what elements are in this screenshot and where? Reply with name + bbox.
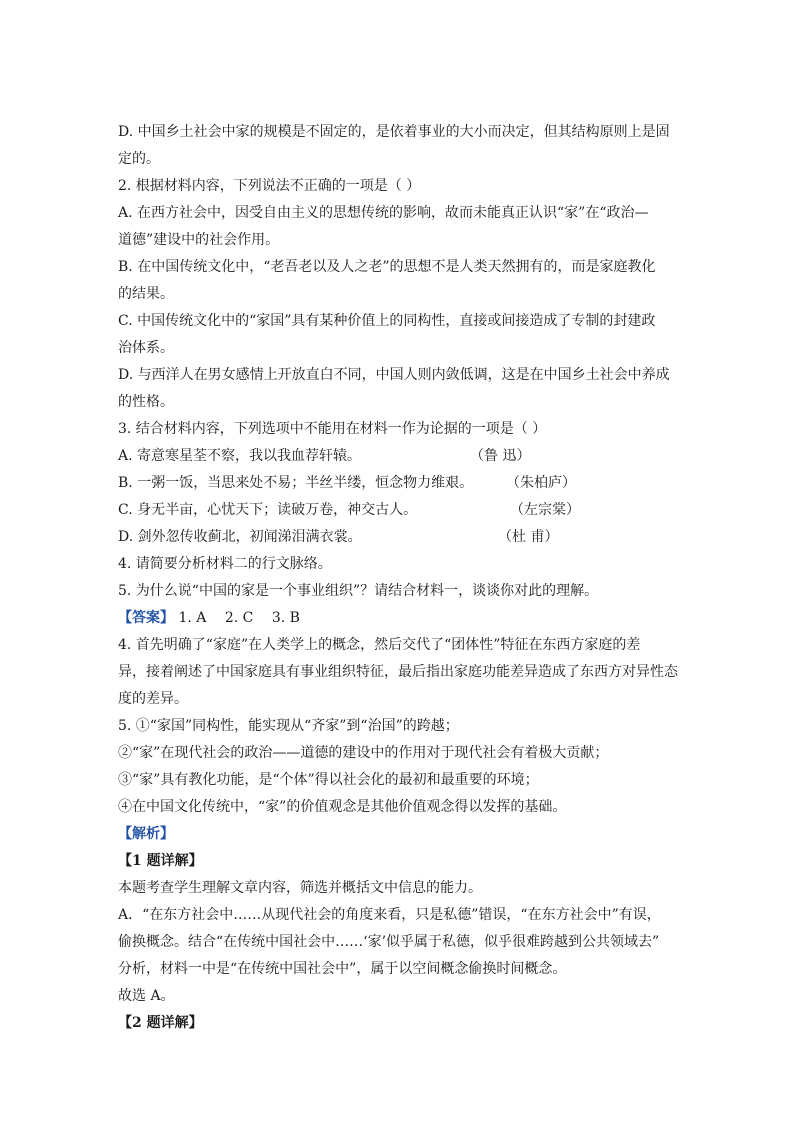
q2-option-a-line2: 道德”建设中的社会作用。 xyxy=(118,232,280,248)
q2-option-c-line1: C. 中国传统文化中的“家国”具有某种价值上的同构性，直接或间接造成了专制的封建政 xyxy=(118,313,656,329)
analysis-para-1: 本题考查学生理解文章内容，筛选并概括文中信息的能力。 xyxy=(118,880,482,896)
q3-option-c xyxy=(118,500,718,520)
answer-item-3: 3. B xyxy=(271,610,300,626)
q3-option-a xyxy=(118,446,718,466)
answer-item-1: 1. A xyxy=(178,610,207,626)
q1-option-d-line1: D. 中国乡土社会中家的规模是不固定的，是依着事业的大小而决定，但其结构原则上是固 xyxy=(118,124,670,140)
analysis-q2-label: 【2 题详解】 xyxy=(118,1015,203,1031)
q5-stem: 5. 为什么说“中国的家是一个事业组织”？请结合材料一，谈谈你对此的理解。 xyxy=(118,583,599,599)
analysis-q1-label: 【1 题详解】 xyxy=(118,853,203,869)
q3-stem: 3. 结合材料内容，下列选项中不能用在材料一作为论据的一项是（ ） xyxy=(118,421,547,437)
answer-4-line2: 异，接着阐述了中国家庭具有事业组织特征，最后指出家庭功能差异造成了东西方对异性态 xyxy=(118,664,678,680)
answer-item-2: 2. C xyxy=(224,610,254,626)
q3-option-b xyxy=(118,473,718,493)
answer-5-line4: ④在中国文化传统中，“家”的价值观念是其他价值观念得以发挥的基础。 xyxy=(118,799,567,815)
q3-option-a-text: A. 寄意寒星荃不察，我以我血荐轩辕。 xyxy=(118,448,362,464)
answer-row xyxy=(118,608,718,628)
q2-option-a-line1: A. 在西方社会中，因受自由主义的思想传统的影响，故而未能真正认识“家”在“政治— xyxy=(118,205,649,221)
analysis-para-5: 故选 A。 xyxy=(118,988,175,1004)
q3-option-a-source: （鲁 迅） xyxy=(470,448,531,464)
q1-option-d-line2: 定的。 xyxy=(118,151,160,167)
q3-option-c-source: （左宗棠） xyxy=(510,502,580,518)
answer-4-line1: 4. 首先明确了“家庭”在人类学上的概念，然后交代了“团体性”特征在东西方家庭的差 xyxy=(118,637,641,653)
answer-5-line2: ②“家”在现代社会的政治——道德的建设中的作用对于现代社会有着极大贡献； xyxy=(118,745,609,761)
analysis-para-4: 分析，材料一中是“在传统中国社会中”，属于以空间概念偷换时间概念。 xyxy=(118,961,567,977)
q4-stem: 4. 请简要分析材料二的行文脉络。 xyxy=(118,556,332,572)
answer-5-line3: ③“家”具有教化功能，是“个体”得以社会化的最初和最重要的环境； xyxy=(118,772,539,788)
q3-option-d-source: （杜 甫） xyxy=(498,529,559,545)
q3-option-b-text: B. 一粥一饭，当思来处不易；半丝半缕，恒念物力维艰。 xyxy=(118,475,474,491)
analysis-para-3: 偷换概念。结合“在传统中国社会中……‘家’似乎属于私德，似乎很难跨越到公共领域去” xyxy=(118,934,660,950)
q2-option-b-line2: 的结果。 xyxy=(118,286,174,302)
answer-5-line1: 5. ①“家国”同构性，能实现从“齐家”到“治国”的跨越； xyxy=(118,718,459,734)
q3-option-c-text: C. 身无半亩，心忧天下；读破万卷，神交古人。 xyxy=(118,502,418,518)
q3-option-b-source: （朱柏庐） xyxy=(506,475,576,491)
q2-option-d-line1: D. 与西洋人在男女感情上开放直白不同，中国人则内敛低调，这是在中国乡土社会中养成 xyxy=(118,367,670,383)
q2-option-b-line1: B. 在中国传统文化中，“老吾老以及人之老”的思想不是人类天然拥有的，而是家庭教化 xyxy=(118,259,656,275)
analysis-label: 【解析】 xyxy=(118,826,174,842)
analysis-para-2: A．“在东方社会中……从现代社会的角度来看，只是私德”错误，“在东方社会中”有误， xyxy=(118,907,661,923)
q2-stem: 2. 根据材料内容，下列说法不正确的一项是（ ） xyxy=(118,178,421,194)
q2-option-d-line2: 的性格。 xyxy=(118,394,174,410)
q2-option-c-line2: 治体系。 xyxy=(118,340,174,356)
q3-option-d-text: D. 剑外忽传收蓟北，初闻涕泪满衣裳。 xyxy=(118,529,362,545)
answer-label: 【答案】 xyxy=(118,610,174,626)
q3-option-d xyxy=(118,527,718,547)
answer-4-line3: 度的差异。 xyxy=(118,691,188,707)
